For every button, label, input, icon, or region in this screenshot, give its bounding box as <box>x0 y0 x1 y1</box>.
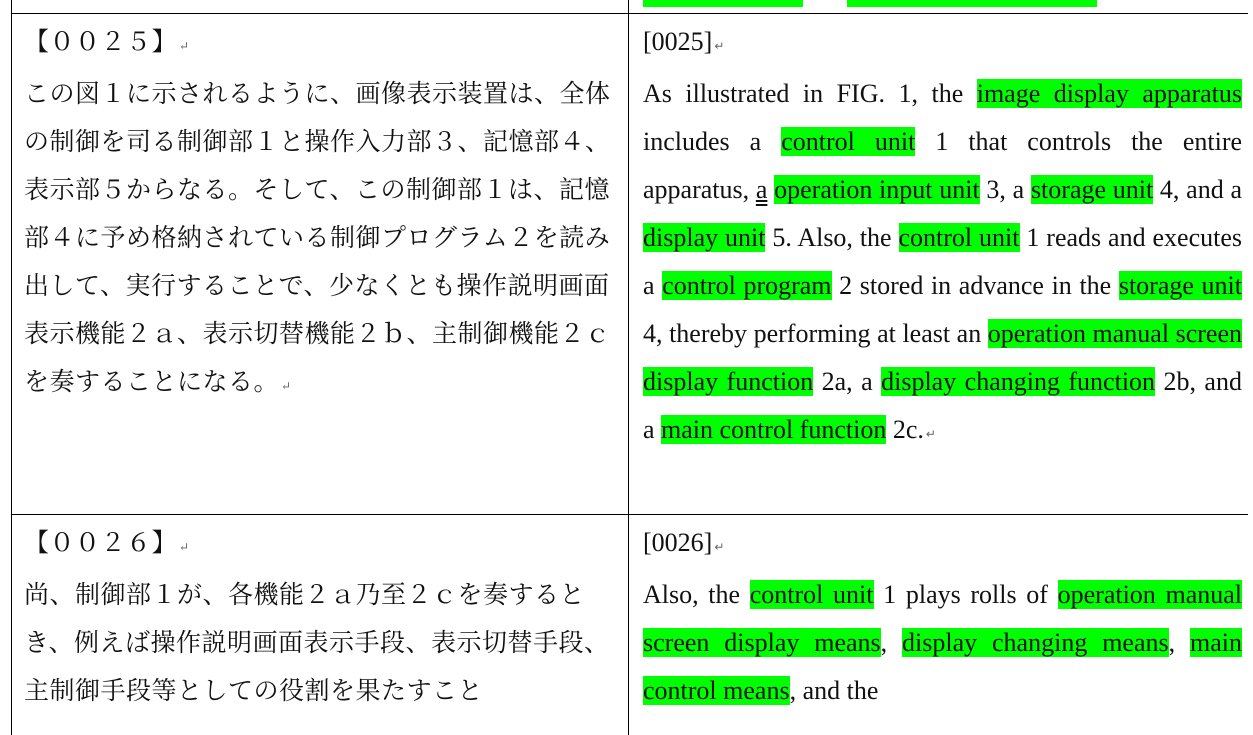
underlined-article: a <box>755 175 768 204</box>
previous-highlight-fragment <box>847 0 1097 7</box>
term-highlight: image display apparatus <box>976 79 1242 108</box>
paragraph-mark-icon: ↵ <box>925 427 936 441</box>
term-highlight: display changing function <box>881 367 1156 396</box>
term-highlight: display unit <box>643 223 766 252</box>
paragraph-mark-icon: ↵ <box>179 540 190 554</box>
paragraph-mark-icon: ↵ <box>281 379 292 393</box>
en-paragraph-number: [0025] ↵ <box>643 27 725 56</box>
ja-paragraph-number: 【００２５】 ↵ <box>24 27 190 56</box>
paragraph-mark-icon: ↵ <box>714 540 725 554</box>
ja-paragraph-text: 尚、制御部１が、各機能２ａ乃至２ｃを奏するとき、例えば操作説明画面表示手段、表示切替手段、主制御手段等としての役割を果たすこと <box>24 580 610 705</box>
term-highlight: control unit <box>898 223 1020 252</box>
bilingual-alignment-table <box>11 0 1248 735</box>
alignment-table-viewport <box>11 0 1248 735</box>
term-highlight: operation manual screen display means <box>643 580 1243 657</box>
term-highlight: operation manual screen display function <box>643 319 1243 396</box>
paragraph-mark-icon: ↵ <box>179 39 190 53</box>
term-highlight: main control means <box>643 628 1242 705</box>
term-highlight: control program <box>662 271 832 300</box>
ja-cell-0025 <box>12 14 629 515</box>
term-highlight: control unit <box>781 127 916 156</box>
term-highlight: operation input unit <box>774 175 980 204</box>
term-highlight: display changing means <box>902 628 1169 657</box>
term-highlight: storage unit <box>1118 271 1242 300</box>
term-highlight: control unit <box>749 580 874 609</box>
en-cell-0025 <box>629 14 1249 515</box>
ja-paragraph-text: この図１に示されるように、画像表示装置は、全体の制御を司る制御部１と操作入力部３、記憶部４、表示部５からなる。そして、この制御部１は、記憶部４に予め格納されている制御プログラム２を読み出して、実行することで、少なくとも操作説明画面表示機能２ａ、表示切替機能２ｂ、主制御機能２ｃを奏することになる。 ↵ <box>24 79 611 396</box>
previous-highlight-fragment <box>643 0 803 7</box>
en-paragraph-number: [0026] ↵ <box>643 528 725 557</box>
term-highlight: storage unit <box>1030 175 1154 204</box>
en-paragraph-text: Also, the control unit 1 plays rolls of operation manual screen display means, display changing means, main control means, and the <box>643 580 1243 705</box>
en-paragraph-text: As illustrated in FIG. 1, the image display apparatus includes a control unit 1 that controls the entire apparatus, a operation input unit 3, a storage unit 4, and a display unit 5. Also, the control unit 1 reads and executes a control program 2 stored in advance in the storage unit 4, thereby performing at least an operation manual screen display function 2a, a display changing function 2b, and a main control function 2c. ↵ <box>643 79 1243 444</box>
paragraph-mark-icon: ↵ <box>714 39 725 53</box>
row-0025 <box>12 14 1249 515</box>
previous-en-cell <box>629 0 1249 14</box>
en-cell-0026 <box>629 515 1249 735</box>
ja-cell-0026 <box>12 515 629 735</box>
row-0026 <box>12 515 1249 735</box>
term-highlight: main control function <box>661 415 887 444</box>
previous-ja-cell <box>12 0 629 14</box>
previous-row <box>12 0 1249 14</box>
ja-paragraph-number: 【００２６】 ↵ <box>24 528 190 557</box>
